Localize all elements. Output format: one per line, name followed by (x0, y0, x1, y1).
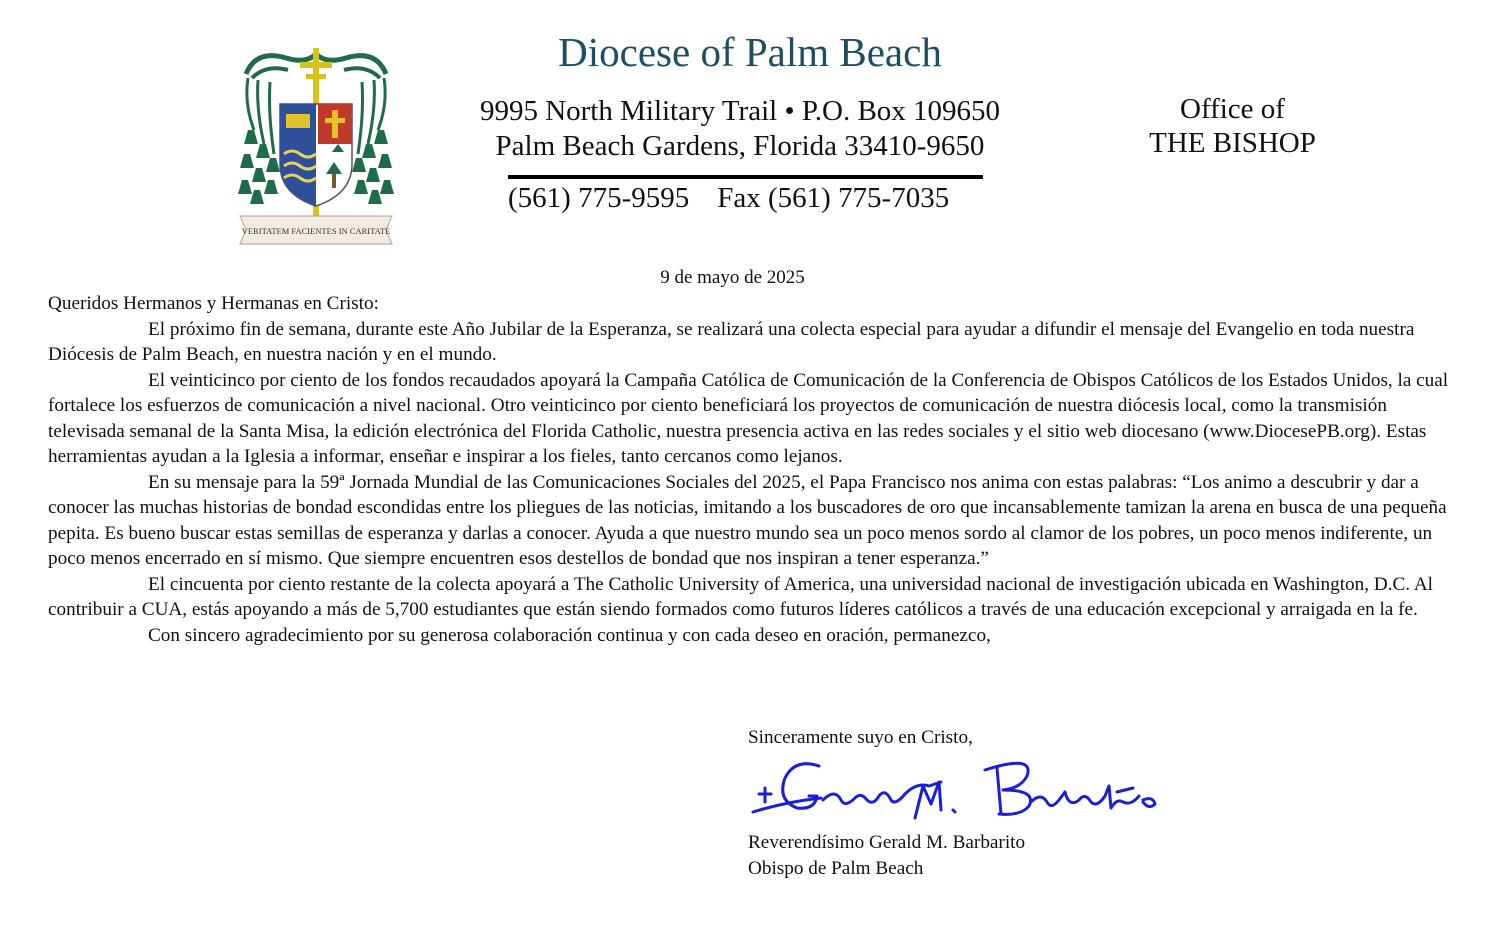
paragraph: En su mensaje para la 59ª Jornada Mundial de las Comunicaciones Sociales del 2025, el Papa Francisco nos anima con estas palabras: “Los animo a descubrir y dar a conocer las muchas historias de bondad escondidas entre los pliegues de las noticias, imitando a los buscadores de oro que incansablemente tamizan la arena en busca de una pequeña pepita. Es bueno buscar estas semillas de esperanza y darlas a conocer. Ayuda a que nuestro mundo sea un poco menos sordo al clamor de los pobres, un poco menos indiferente, un poco menos encerrado en sí mismo. Que siempre encuentren esos destellos de bondad que nos inspiran a tener esperanza.” (48, 471, 1447, 569)
closing-phrase: Sinceramente suyo en Cristo, (748, 727, 973, 748)
signer-title: Obispo de Palm Beach (748, 858, 924, 879)
paragraph: El cincuenta por ciento restante de la colecta apoyará a The Catholic University of America, una universidad nacional de investigación ubicada en Washington, D.C. Al contribuir a CUA, estás apoyando a más de 5,700 estudiantes que están siendo formados como futuros líderes católicos a través de una educación excepcional y arraigada en la fe. (48, 573, 1434, 620)
office-label-line1: Office of (1180, 93, 1285, 125)
signer-block (748, 830, 1025, 882)
letter-date: 9 de mayo de 2025 (660, 267, 805, 288)
fax-number: Fax (561) 775-7035 (717, 182, 950, 214)
salutation: Queridos Hermanos y Hermanas en Cristo: (48, 293, 379, 314)
address-line-1: 9995 North Military Trail • P.O. Box 109650 (479, 95, 1001, 127)
letter-body (48, 291, 1458, 648)
phone-number: (561) 775-9595 (508, 182, 690, 214)
coat-of-arms-logo (236, 34, 396, 248)
paragraph: Con sincero agradecimiento por su generosa colaboración continua y con cada deseo en oración, permanezco, (148, 624, 991, 646)
handwritten-signature (745, 752, 1165, 834)
paragraph: El próximo fin de semana, durante este Año Jubilar de la Esperanza, se realizará una colecta especial para ayudar a difundir el mensaje del Evangelio en toda nuestra Diócesis de Palm Beach, en nuestra nación y en el mundo. (48, 318, 1415, 365)
crest-motto: VERITATEM FACIENTES IN CARITATE (241, 226, 391, 236)
address-line-2: Palm Beach Gardens, Florida 33410-9650 (495, 130, 985, 162)
header-divider (508, 175, 983, 179)
paragraph: El veinticinco por ciento de los fondos recaudados apoyará la Campaña Católica de Comunicación de la Conferencia de Obispos Católicos de los Estados Unidos, la cual fortalece los esfuerzos de comunicación a nivel nacional. Otro veinticinco por ciento beneficiará los proyectos de comunicación de nuestra diócesis local, como la transmisión televisada semanal de la Santa Misa, la edición electrónica del Florida Catholic, nuestra presencia activa en las redes sociales y el sitio web diocesano (www.DiocesePB.org). Estas herramientas ayudan a la Iglesia a informar, enseñar e inspirar a los fieles, tanto cercanos como lejanos. (48, 369, 1449, 467)
office-label-line2: THE BISHOP (1149, 127, 1316, 159)
signer-name: Reverendísimo Gerald M. Barbarito (748, 832, 1026, 853)
office-label (1120, 92, 1345, 160)
contact-line (508, 182, 983, 215)
diocese-name-heading: Diocese of Palm Beach (558, 29, 942, 75)
